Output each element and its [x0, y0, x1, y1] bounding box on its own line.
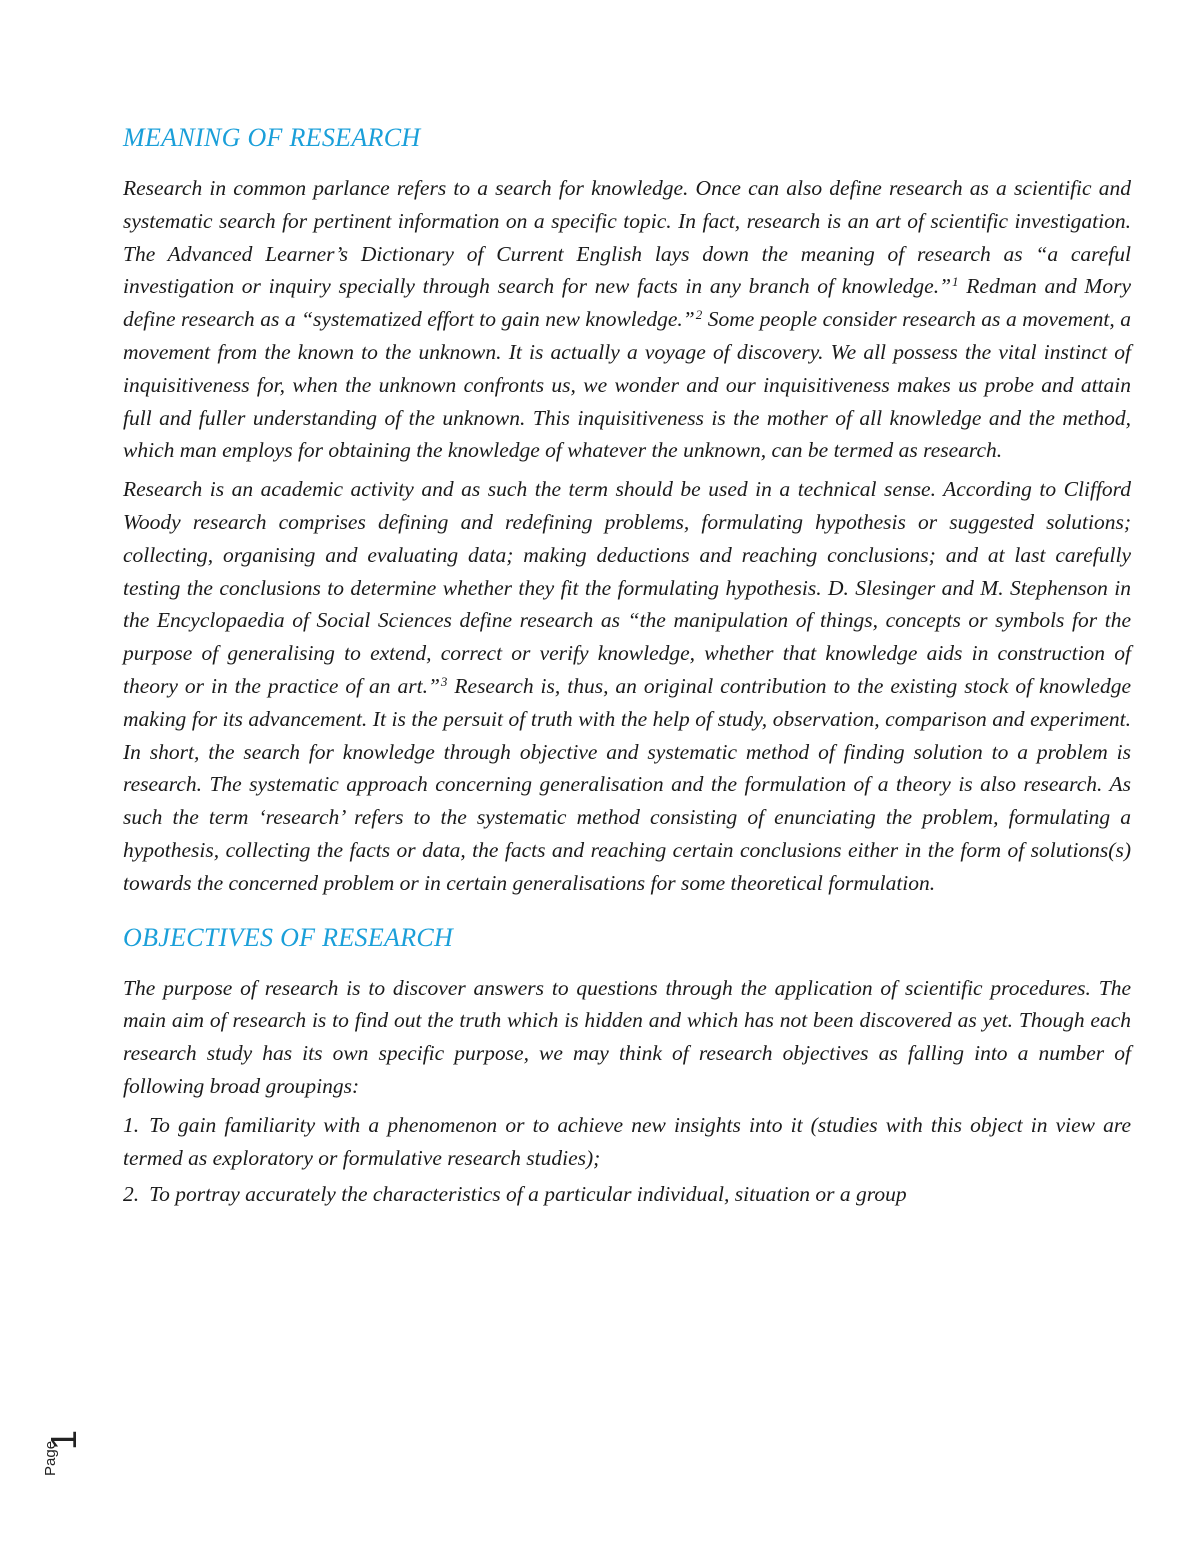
list-item-number: 2. [123, 1182, 140, 1207]
list-item-text: To gain familiarity with a phenomenon or to achieve new insights into it (studies with this object in view are termed as exploratory or formulative research studies); [123, 1112, 1131, 1170]
footnote-ref-3: 3 [440, 673, 448, 689]
paragraph-meaning-2 [123, 473, 1131, 899]
page-number: 1 [43, 1429, 85, 1451]
list-item [123, 1178, 1131, 1211]
heading-objectives-of-research: OBJECTIVES OF RESEARCH [123, 922, 454, 952]
heading-meaning-of-research: MEANING OF RESEARCH [123, 123, 421, 152]
paragraph-meaning-1 [123, 172, 1131, 467]
paragraph-meaning-1-part-b: Redman and Mory define research as a “systematized effort to gain new knowledge.” [123, 274, 1131, 332]
list-item [123, 1109, 1131, 1175]
page-footer [30, 1428, 90, 1528]
list-item-text: To portray accurately the characteristics of a particular individual, situation or a group [149, 1182, 907, 1207]
paragraph-meaning-2-part-a: Research is an academic activity and as such the term should be used in a technical sense. According to Clifford Woody research comprises defining and redefining problems, formulating hypothesis or suggested solutions; collecting, organising and evaluating data; making deductions and reaching conclusions; and at last carefully testing the conclusions to determine whether they fit the formulating hypothesis. D. Slesinger and M. Stephenson in the Encyclopaedia of Social Sciences define research as “the manipulation of things, concepts or symbols for the purpose of generalising to extend, correct or verify knowledge, whether that knowledge aids in construction of theory or in the practice of an art.” [123, 477, 1131, 698]
list-item-number: 1. [123, 1112, 140, 1137]
paragraph-meaning-1-part-c: Some people consider research as a movement, a movement from the known to the unknown. It is actually a voyage of discovery. We all possess the vital instinct of inquisitiveness for, when the unknown confronts us, we wonder and our inquisitiveness makes us probe and attain full and fuller understanding of the unknown. This inquisitiveness is the mother of all knowledge and the method, which man employs for obtaining the knowledge of whatever the unknown, can be termed as research. [123, 307, 1131, 463]
footnote-ref-2: 2 [695, 307, 703, 323]
paragraph-objectives-1: The purpose of research is to discover answers to questions through the application of scientific procedures. The main aim of research is to find out the truth which is hidden and which has not been discovered as yet. Though each research study has its own specific purpose, we may think of research objectives as falling into a number of following broad groupings: [123, 975, 1131, 1098]
document-body [123, 118, 1131, 1215]
page-word: Page [42, 1440, 59, 1476]
paragraph-meaning-2-part-b: Research is, thus, an original contribution to the existing stock of knowledge making for its advancement. It is the persuit of truth with the help of study, observation, comparison and experiment. In short, the search for knowledge through objective and systematic method of finding solution to a problem is research. The systematic approach concerning generalisation and the formulation of a theory is also research. As such the term ‘research’ refers to the systematic method consisting of enunciating the problem, formulating a hypothesis, collecting the facts or data, the facts and reaching certain conclusions either in the form of solutions(s) towards the concerned problem or in certain generalisations for some theoretical formulation. [123, 673, 1131, 895]
footnote-ref-1: 1 [952, 274, 959, 290]
paragraph-meaning-1-part-a: Research in common parlance refers to a search for knowledge. Once can also define research as a scientific and systematic search for pertinent information on a specific topic. In fact, research is an art of scientific investigation. The Advanced Learner’s Dictionary of Current English lays down the meaning of research as “a careful investigation or inquiry specially through search for new facts in any branch of knowledge.” [123, 176, 1131, 299]
